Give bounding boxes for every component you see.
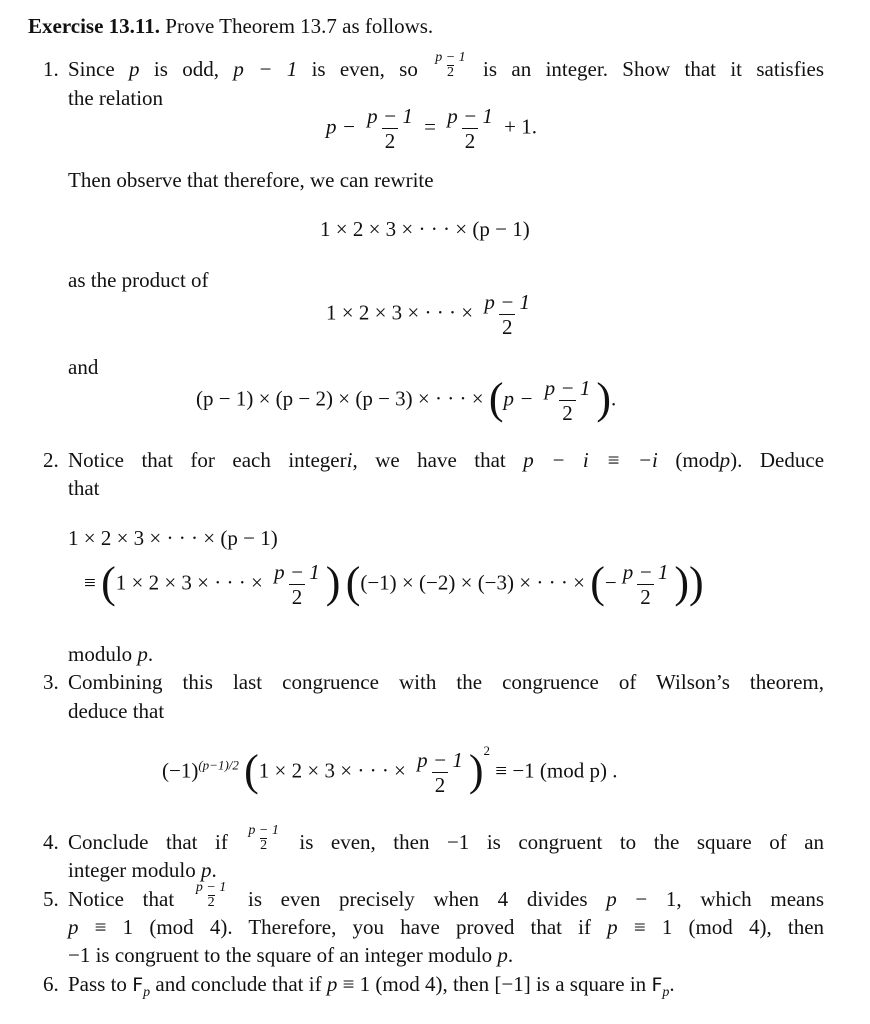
item-2-line-2: that bbox=[68, 476, 100, 500]
item-1-line-4: as the product of bbox=[68, 268, 209, 292]
item-4-line-1: Conclude that if $\frac{p - 1}{2}$ is even, then −1 is congruent to the square of an bbox=[68, 822, 825, 854]
item-1-number: 1. bbox=[43, 57, 59, 81]
item-2-line-3: modulo p. bbox=[68, 642, 154, 666]
item-1-line-3: Then observe that therefore, we can rewrite bbox=[68, 168, 434, 192]
equation-relation: p − $\frac{p - 1}{2}$ = $\frac{p - 1}{2}$ + 1. bbox=[326, 104, 537, 153]
equation-product-lhs: 1 × 2 × 3 × · · · × (p − 1) bbox=[68, 526, 278, 550]
exercise-heading bbox=[28, 12, 433, 40]
item-6-number: 6. bbox=[43, 972, 59, 996]
item-2-number: 2. bbox=[43, 448, 59, 472]
item-1-line-1: Since p is odd, p − 1 is even, so $\frac{p - 1}{2}$ is an integer. Show that it satisfies bbox=[68, 49, 825, 81]
item-5-line-1: Notice that $\frac{p - 1}{2}$ is even precisely when 4 divides p − 1, which means bbox=[68, 879, 825, 911]
equation-full-product: 1 × 2 × 3 × · · · × (p − 1) bbox=[320, 217, 530, 241]
inline-fraction: $\frac{p - 1}{2}$ bbox=[435, 49, 466, 80]
equation-wilson-combined: $(-1)^{(p-1)/2}$ (1 × 2 × 3 × · · · × $\frac{p - 1}{2}$ )$^2$ ≡ −1 (mod p) . bbox=[162, 743, 618, 797]
exercise-prompt: Prove Theorem 13.7 as follows. bbox=[165, 14, 434, 38]
equation-half-product: 1 × 2 × 3 × · · · × $\frac{p - 1}{2}$ bbox=[326, 290, 531, 339]
item-3-number: 3. bbox=[43, 670, 59, 694]
item-4-line-2: integer modulo p. bbox=[68, 858, 217, 882]
item-1-line-2: the relation bbox=[68, 86, 164, 110]
item-5-line-3: −1 is congruent to the square of an integer modulo p. bbox=[68, 943, 514, 967]
equation-upper-product: (p − 1) × (p − 2) × (p − 3) × · · · × (p − $\frac{p - 1}{2}$ ). bbox=[196, 373, 617, 425]
item-5-line-2: p ≡ 1 (mod 4). Therefore, you have proved that if p ≡ 1 (mod 4), then bbox=[68, 915, 825, 939]
item-6-line-1: Pass to $F_p$ and conclude that if p ≡ 1 (mod 4), then [−1] is a square in $F_p$. bbox=[68, 972, 675, 1001]
item-4-number: 4. bbox=[43, 830, 59, 854]
exercise-label: Exercise 13.11. bbox=[28, 14, 161, 38]
item-3-line-2: deduce that bbox=[68, 699, 165, 723]
item-3-line-1: Combining this last congruence with the congruence of Wilson’s theorem, bbox=[68, 670, 824, 694]
item-2-line-1: Notice that for each integeri, we have that p − i ≡ −i (modp). Deduce bbox=[68, 448, 825, 472]
equation-factored-product: ≡ (1 × 2 × 3 × · · · × $\frac{p - 1}{2}$ ) ((−1) × (−2) × (−3) × · · · × (− $\frac{p - 1}{2}$ )) bbox=[84, 557, 704, 609]
item-5-number: 5. bbox=[43, 887, 59, 911]
item-1-line-5: and bbox=[68, 355, 99, 379]
